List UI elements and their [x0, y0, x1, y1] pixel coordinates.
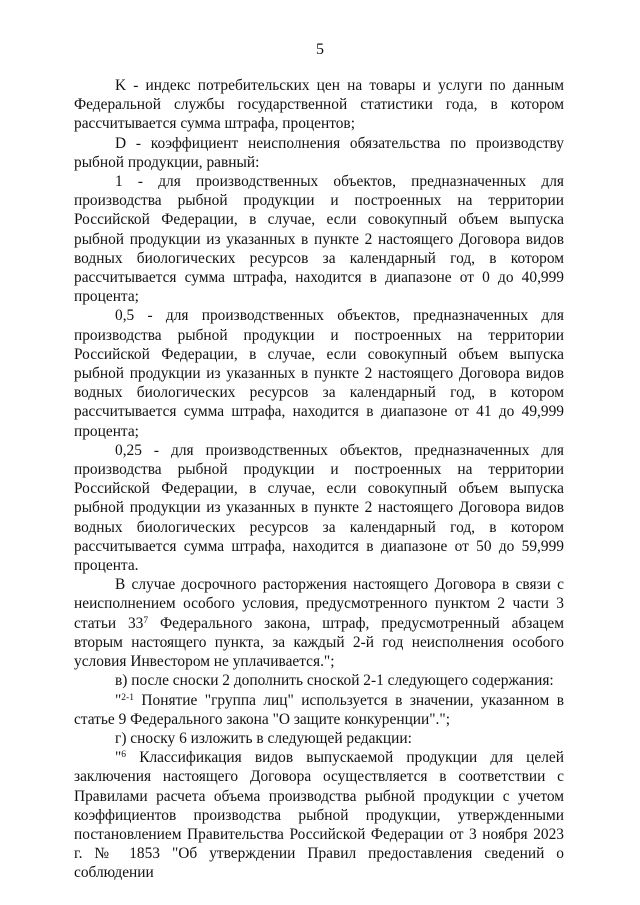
paragraph-footnote-6	[74, 748, 564, 882]
paragraph-footnote-2-1	[74, 691, 564, 729]
superscript-6: 6	[121, 750, 127, 761]
paragraph-coefficient-0-25: 0,25 - для производственных объектов, предназначенных для производства рыбной продукции и построенных на территории Российской Федерации, в случае, если совокупный объем выпуска рыбной продукции из указанных в пункте 2 настоящего Договора видов водных биологических ресурсов за календарный год, в котором рассчитывается сумма штрафа, находится в диапазоне от 50 до 59,999 процента.	[74, 441, 564, 575]
footnote-2-1-quote: "	[115, 691, 122, 709]
paragraph-d-coefficient: D - коэффициент неисполнения обязательства по производству рыбной продукции, равный:	[74, 134, 564, 171]
paragraph-k-index: K - индекс потребительских цен на товары и услуги по данным Федеральной службы государственной статистики года, в котором рассчитывается сумма штрафа, процентов;	[74, 77, 564, 133]
page-number: 5	[316, 41, 324, 58]
footnote-6-quote: "	[115, 749, 122, 767]
paragraph-item-g: г) сноску 6 изложить в следующей редакции:	[115, 729, 412, 747]
document-body	[74, 76, 564, 883]
paragraph-early-termination	[74, 575, 564, 671]
footnote-2-1-text: Понятие "группа лиц" используется в значении, указанном в статье 9 Федерального закона "О защите конкуренции".";	[74, 691, 564, 728]
paragraph-early-termination-end: Федерального закона, штраф, предусмотренный абзацем вторым настоящего пункта, за каждый 2-й год неисполнения особого условия Инвестором не уплачивается.";	[74, 614, 564, 671]
paragraph-coefficient-0-5: 0,5 - для производственных объектов, предназначенных для производства рыбной продукции и построенных на территории Российской Федерации, в случае, если совокупный объем выпуска рыбной продукции из указанных в пункте 2 настоящего Договора видов водных биологических ресурсов за календарный год, в котором рассчитывается сумма штрафа, находится в диапазоне от 41 до 49,999 процента;	[74, 307, 564, 440]
paragraph-item-v: в) после сноски 2 дополнить сноской 2-1 следующего содержания:	[115, 672, 554, 690]
superscript-2-1: 2-1	[121, 692, 134, 703]
footnote-6-text: Классификация видов выпускаемой продукции для целей заключения настоящего Договора осуществляется в соответствии с Правилами расчета объема производства рыбной продукции с учетом коэффициентов производства рыбной продукции, утвержденными постановлением Правительства Российской Федерации от 3 ноября 2023 г. № 1853 "Об утверждении Правил предоставления сведений о соблюдении	[74, 749, 564, 882]
paragraph-early-termination-start: В случае досрочного расторжения настоящего Договора в связи с неисполнением особого условия, предусмотренного пунктом 2 части 3 статьи 33	[74, 576, 564, 632]
superscript-7: 7	[143, 615, 149, 626]
paragraph-coefficient-1: 1 - для производственных объектов, предназначенных для производства рыбной продукции и построенных на территории Российской Федерации, в случае, если совокупный объем выпуска рыбной продукции из указанных в пункте 2 настоящего Договора видов водных биологических ресурсов за календарный год, в котором рассчитывается сумма штрафа, находится в диапазоне от 0 до 40,999 процента;	[74, 173, 564, 306]
